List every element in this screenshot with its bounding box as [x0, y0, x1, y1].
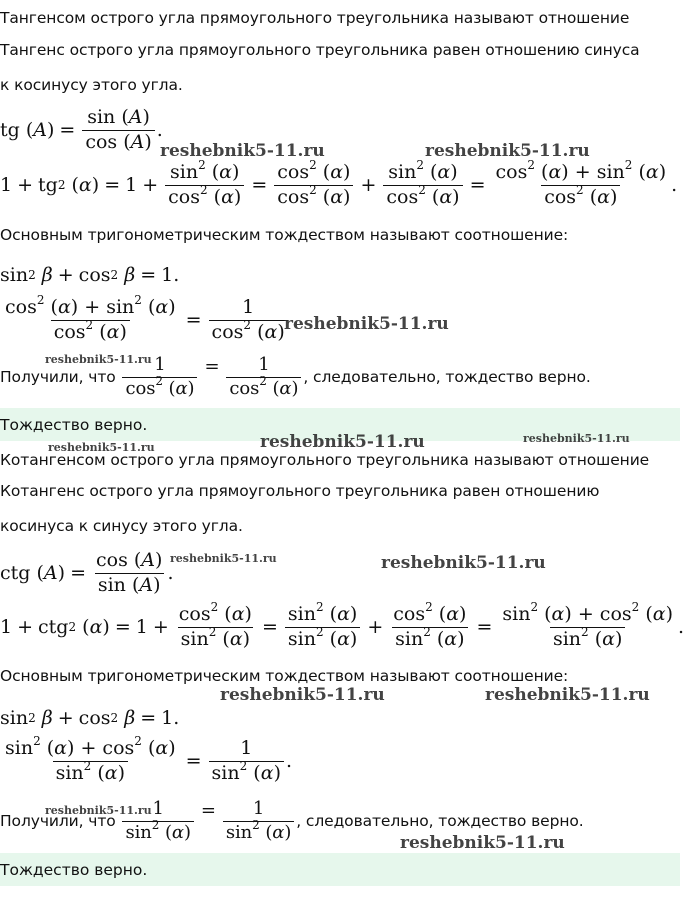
watermark: reshebnik5-11.ru: [425, 141, 590, 161]
conclusion-prefix: Получили, что: [0, 812, 116, 831]
formula-tangent: tg ( A ) = $\frac{\sin (A)}{\cos (A)}$ .: [0, 106, 163, 153]
answer-text: Тождество верно.: [0, 415, 148, 434]
definition-text: к косинусу этого угла.: [0, 76, 183, 94]
watermark: reshebnik5-11.ru: [45, 804, 152, 817]
formula-derivation: 1 + ctg 2 ( α ) = 1 + $\frac{\cos^2 (\alpha)}{\sin^2 (\alpha)}$ = $\frac{\sin^2 (\alpha)}{\sin^2 (\alpha)}$ + $\frac{\cos^2 (\alpha)}{\sin^2 (\alpha)}$ = $\frac{\sin^2 (\alpha) + \cos^2 (\alpha)}{\sin^2 (\alpha)}$ .: [0, 600, 684, 650]
watermark: reshebnik5-11.ru: [220, 685, 385, 705]
definition-text: Котангенс острого угла прямоугольного треугольника равен отношению: [0, 482, 600, 500]
conclusion-prefix: Получили, что: [0, 368, 116, 387]
definition-text: Тангенс острого угла прямоугольного треугольника равен отношению синуса: [0, 41, 640, 59]
watermark: reshebnik5-11.ru: [284, 314, 449, 334]
formula-derivation: 1 + tg 2 ( α ) = 1 + $\frac{\sin^2 (\alpha)}{\cos^2 (\alpha)}$ = $\frac{\cos^2 (\alpha)}{\cos^2 (\alpha)}$ + $\frac{\sin^2 (\alpha)}{\cos^2 (\alpha)}$ = $\frac{\cos^2 (\alpha) + \sin^2 (\alpha)}{\cos^2 (\alpha)}$ .: [0, 158, 678, 208]
watermark: reshebnik5-11.ru: [523, 432, 630, 445]
watermark: reshebnik5-11.ru: [160, 141, 325, 161]
definition-text: косинуса к синусу этого угла.: [0, 517, 243, 535]
formula-result: $\frac{\sin^2 (\alpha) + \cos^2 (\alpha)}{\sin^2 (\alpha)}$ = $\frac{1}{\sin^2 (\alpha)}$ .: [5, 734, 293, 784]
watermark: reshebnik5-11.ru: [45, 353, 152, 366]
watermark: reshebnik5-11.ru: [170, 552, 277, 565]
definition-text: Котангенсом острого угла прямоугольного треугольника называют отношение: [0, 451, 650, 469]
formula-identity: sin 2 β + cos 2 β = 1.: [0, 264, 180, 286]
watermark: reshebnik5-11.ru: [485, 685, 650, 705]
definition-text: Тангенсом острого угла прямоугольного треугольника называют отношение: [0, 9, 630, 27]
formula-result: $\frac{\cos^2 (\alpha) + \sin^2 (\alpha)}{\cos^2 (\alpha)}$ = $\frac{1}{\cos^2 (\alpha)}$: [0, 298, 290, 343]
watermark: reshebnik5-11.ru: [260, 432, 425, 452]
conclusion-formula: $\frac{1}{\cos^2 (\alpha)}$ = $\frac{1}{\cos^2 (\alpha)}$: [120, 356, 303, 399]
conclusion-suffix: , следовательно, тождество верно.: [303, 368, 591, 387]
conclusion-formula: $\frac{1}{\sin^2 (\alpha)}$ = $\frac{1}{\sin^2 (\alpha)}$: [120, 800, 296, 843]
answer-text: Тождество верно.: [0, 860, 148, 879]
answer-box: [0, 853, 680, 886]
watermark: reshebnik5-11.ru: [400, 833, 565, 853]
watermark: reshebnik5-11.ru: [381, 553, 546, 573]
conclusion-suffix: , следовательно, тождество верно.: [296, 812, 584, 831]
formula-identity: sin 2 β + cos 2 β = 1.: [0, 707, 180, 729]
formula-cotangent: ctg ( A ) = $\frac{\cos (A)}{\sin (A)}$ .: [0, 549, 174, 596]
watermark: reshebnik5-11.ru: [48, 441, 155, 454]
identity-intro: Основным тригонометрическим тождеством называют соотношение:: [0, 667, 569, 685]
identity-intro: Основным тригонометрическим тождеством называют соотношение:: [0, 226, 569, 244]
